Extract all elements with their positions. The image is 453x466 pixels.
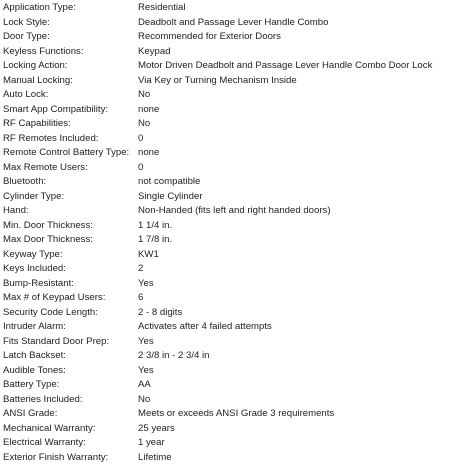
spec-label: Auto Lock:	[3, 89, 49, 101]
spec-label: Audible Tones:	[3, 364, 66, 376]
spec-value: No	[138, 89, 151, 101]
spec-label: Mechanical Warranty:	[3, 422, 96, 434]
spec-table-body	[3, 1, 451, 466]
spec-value: 25 years	[138, 422, 175, 434]
spec-label: Smart App Compatibility:	[3, 103, 109, 115]
spec-label: ANSI Grade:	[3, 408, 58, 420]
spec-label: Keyway Type:	[3, 248, 63, 260]
spec-label: Latch Backset:	[3, 350, 66, 362]
spec-row-manual-locking	[3, 74, 451, 89]
spec-row-cylinder-type	[3, 190, 451, 205]
spec-label: Keys Included:	[3, 263, 66, 275]
spec-row-application-type	[3, 1, 451, 16]
spec-row-mechanical-warranty	[3, 422, 451, 437]
spec-row-keyless-functions	[3, 45, 451, 60]
spec-value: Residential	[138, 2, 186, 13]
spec-row-remote-control-battery-type	[3, 146, 451, 161]
spec-value: Non-Handed (fits left and right handed doors)	[138, 205, 331, 217]
spec-value: Yes	[138, 364, 154, 376]
spec-value: Keypad	[138, 45, 171, 57]
spec-row-max-keypad-users	[3, 291, 451, 306]
spec-label: Intruder Alarm:	[3, 321, 66, 333]
spec-label: Max Remote Users:	[3, 161, 88, 173]
spec-row-ansi-grade	[3, 407, 451, 422]
spec-row-security-code-length	[3, 306, 451, 321]
spec-row-min-door-thickness	[3, 219, 451, 234]
spec-value: Via Key or Turning Mechanism Inside	[138, 74, 297, 86]
spec-row-auto-lock	[3, 88, 451, 103]
spec-row-batteries-included	[3, 393, 451, 408]
spec-label: Max # of Keypad Users:	[3, 292, 106, 304]
spec-label: Battery Type:	[3, 379, 60, 391]
spec-table	[3, 1, 451, 466]
spec-value: Single Cylinder	[138, 190, 203, 202]
spec-value: 6	[138, 292, 144, 304]
spec-value: Yes	[138, 277, 154, 289]
spec-label: Security Code Length:	[3, 306, 98, 318]
spec-value: 0	[138, 132, 144, 144]
spec-value: No	[138, 393, 151, 405]
spec-value: 0	[138, 161, 144, 173]
spec-value: 1 year	[138, 437, 165, 449]
spec-row-audible-tones	[3, 364, 451, 379]
spec-value: Activates after 4 failed attempts	[138, 321, 272, 333]
spec-row-electrical-warranty	[3, 436, 451, 451]
spec-label: Exterior Finish Warranty:	[3, 451, 109, 463]
spec-row-bluetooth	[3, 175, 451, 190]
spec-value: Recommended for Exterior Doors	[138, 31, 281, 43]
spec-value: not compatible	[138, 176, 201, 188]
spec-label: Batteries Included:	[3, 393, 83, 405]
spec-value: No	[138, 118, 151, 130]
spec-row-lock-style	[3, 16, 451, 31]
spec-label: Door Type:	[3, 31, 50, 43]
spec-label: Locking Action:	[3, 60, 68, 72]
spec-row-latch-backset	[3, 349, 451, 364]
spec-value: 2 - 8 digits	[138, 306, 183, 318]
spec-label: Manual Locking:	[3, 74, 73, 86]
spec-row-intruder-alarm	[3, 320, 451, 335]
spec-value: 2	[138, 263, 144, 275]
spec-row-fits-standard-door-prep	[3, 335, 451, 350]
spec-value: Deadbolt and Passage Lever Handle Combo	[138, 16, 329, 28]
spec-value: 2 3/8 in - 2 3/4 in	[138, 350, 210, 362]
spec-row-door-type	[3, 30, 451, 45]
spec-value: Meets or exceeds ANSI Grade 3 requirements	[138, 408, 335, 420]
spec-label: RF Capabilities:	[3, 118, 71, 130]
spec-row-exterior-finish-warranty	[3, 451, 451, 466]
spec-value: none	[138, 103, 160, 115]
spec-label: Keyless Functions:	[3, 45, 84, 57]
spec-label: Cylinder Type:	[3, 190, 65, 202]
spec-value: 1 7/8 in.	[138, 234, 173, 246]
spec-row-rf-remotes-included	[3, 132, 451, 147]
spec-label: Bump-Resistant:	[3, 277, 74, 289]
spec-label: RF Remotes Included:	[3, 132, 99, 144]
spec-value: none	[138, 147, 160, 159]
spec-value: KW1	[138, 248, 159, 260]
spec-label: Remote Control Battery Type:	[3, 147, 130, 159]
spec-row-keyway-type	[3, 248, 451, 263]
spec-value: Yes	[138, 335, 154, 347]
spec-row-rf-capabilities	[3, 117, 451, 132]
spec-value: Lifetime	[138, 451, 172, 463]
spec-row-keys-included	[3, 262, 451, 277]
spec-row-smart-app-compatibility	[3, 103, 451, 118]
spec-row-hand	[3, 204, 451, 219]
spec-row-battery-type	[3, 378, 451, 393]
spec-row-locking-action	[3, 59, 451, 74]
spec-value: AA	[138, 379, 151, 391]
spec-label: Max Door Thickness:	[3, 234, 93, 246]
spec-label: Lock Style:	[3, 16, 50, 28]
spec-row-max-door-thickness	[3, 233, 451, 248]
spec-label: Bluetooth:	[3, 176, 47, 188]
spec-label: Electrical Warranty:	[3, 437, 86, 449]
spec-label: Application Type:	[3, 2, 76, 13]
spec-row-bump-resistant	[3, 277, 451, 292]
spec-row-max-remote-users	[3, 161, 451, 176]
spec-label: Hand:	[3, 205, 29, 217]
spec-label: Min. Door Thickness:	[3, 219, 93, 231]
spec-value: Motor Driven Deadbolt and Passage Lever Handle Combo Door Lock	[138, 60, 433, 72]
spec-value: 1 1/4 in.	[138, 219, 173, 231]
spec-label: Fits Standard Door Prep:	[3, 335, 110, 347]
